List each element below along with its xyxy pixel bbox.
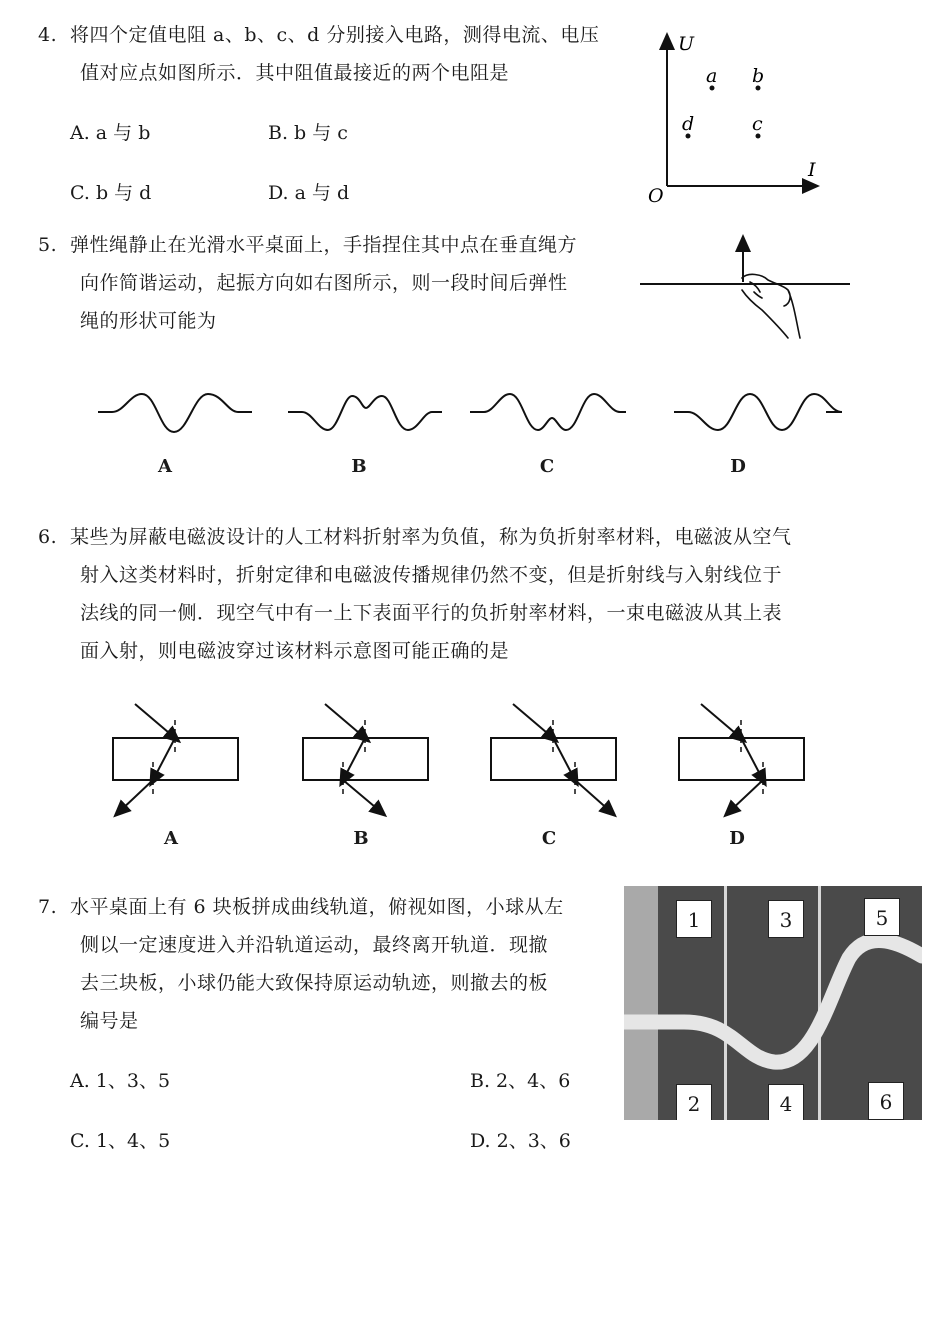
q4-option-a[interactable]: A. a 与 b [70,122,151,144]
q6-a-exit [119,780,153,812]
q6-diagram-b [303,704,428,812]
q6-b-exit [343,780,381,812]
q4-number: 4. [38,24,58,46]
q6-d-refracted [741,738,763,780]
q6-c-incident [513,704,553,738]
q4-point-b-label: b [752,65,765,87]
q7-option-b[interactable]: B. 2、4、6 [470,1070,571,1092]
q5-label-b[interactable]: B [351,456,367,477]
q6-diagram-c [491,704,616,812]
q7-board-2: 2 [676,1084,712,1120]
q6-text-line3: 法线的同一侧．现空气中有一上下表面平行的负折射率材料，一束电磁波从其上表 [80,602,783,624]
q6-text-line2: 射入这类材料时，折射定律和电磁波传播规律仍然不变，但是折射线与入射线位于 [80,564,783,586]
q4-text-line2: 值对应点如图所示．其中阻值最接近的两个电阻是 [80,62,510,84]
q4-text-line1: 将四个定值电阻 a、b、c、d 分别接入电路，测得电流、电压 [70,24,600,46]
q5-label-c[interactable]: C [539,456,555,477]
q4-point-a-label: a [706,65,718,87]
q7-board-6: 6 [868,1082,904,1120]
q4-i-label: I [808,159,816,181]
q5-wave-a [98,394,252,432]
q5-label-d[interactable]: D [730,456,746,477]
q6-diagram-a [113,704,238,812]
q6-a-refracted [153,738,175,780]
q6-slab-a [113,738,238,780]
q4-option-d[interactable]: D. a 与 d [268,182,350,204]
q7-option-a[interactable]: A. 1、3、5 [70,1070,171,1092]
q5-wave-options [90,382,850,462]
q6-d-incident [701,704,741,738]
q6-label-a[interactable]: A [164,828,178,849]
q6-slab-b [303,738,428,780]
q5-number: 5. [38,234,58,256]
q7-board-4: 4 [768,1084,804,1120]
q7-track-photo [624,886,922,1120]
q6-b-incident [325,704,365,738]
q4-option-c[interactable]: C. b 与 d [70,182,152,204]
q6-b-refracted [343,738,365,780]
q6-label-d[interactable]: D [729,828,745,849]
q6-d-exit [729,780,763,812]
q6-refraction-options [105,698,825,823]
q4-point-c-label: c [752,113,763,135]
q7-board-3: 3 [768,900,804,938]
q6-number: 6. [38,526,58,548]
q6-text-line1: 某些为屏蔽电磁波设计的人工材料折射率为负值，称为负折射率材料，电磁波从空气 [70,526,792,548]
q7-text-line4: 编号是 [80,1010,139,1032]
q6-c-exit [575,780,611,812]
q4-ui-graph [640,28,820,208]
q5-text-line1: 弹性绳静止在光滑水平桌面上，手指捏住其中点在垂直绳方 [70,234,578,256]
q6-slab-d [679,738,804,780]
q7-option-c[interactable]: C. 1、4、5 [70,1130,171,1152]
q5-wave-c [470,394,626,430]
q7-board-5: 5 [864,898,900,936]
q7-option-d[interactable]: D. 2、3、6 [470,1130,571,1152]
q5-label-a[interactable]: A [158,456,172,477]
q7-text-line3: 去三块板，小球仍能大致保持原运动轨迹，则撤去的板 [80,972,549,994]
q6-diagram-d [679,704,804,812]
q4-origin-label: O [648,185,664,207]
q4-point-d-label: d [682,113,695,135]
q6-c-refracted [553,738,575,780]
q5-text-line3: 绳的形状可能为 [80,310,217,332]
q7-board-1: 1 [676,900,712,938]
q7-number: 7. [38,896,58,918]
q7-text-line2: 侧以一定速度进入并沿轨道运动，最终离开轨道．现撤 [80,934,549,956]
q4-u-label: U [678,33,695,55]
q6-label-c[interactable]: C [541,828,557,849]
q5-hand-rope-diagram [638,234,858,344]
q6-slab-c [491,738,616,780]
q5-text-line2: 向作简谐运动，起振方向如右图所示，则一段时间后弹性 [80,272,568,294]
q6-label-b[interactable]: B [353,828,369,849]
q6-text-line4: 面入射，则电磁波穿过该材料示意图可能正确的是 [80,640,510,662]
q6-a-incident [135,704,175,738]
q5-wave-b [288,396,442,430]
q4-option-b[interactable]: B. b 与 c [268,122,348,144]
q7-text-line1: 水平桌面上有 6 块板拼成曲线轨道，俯视如图，小球从左 [70,896,564,918]
q5-wave-d [674,394,842,430]
